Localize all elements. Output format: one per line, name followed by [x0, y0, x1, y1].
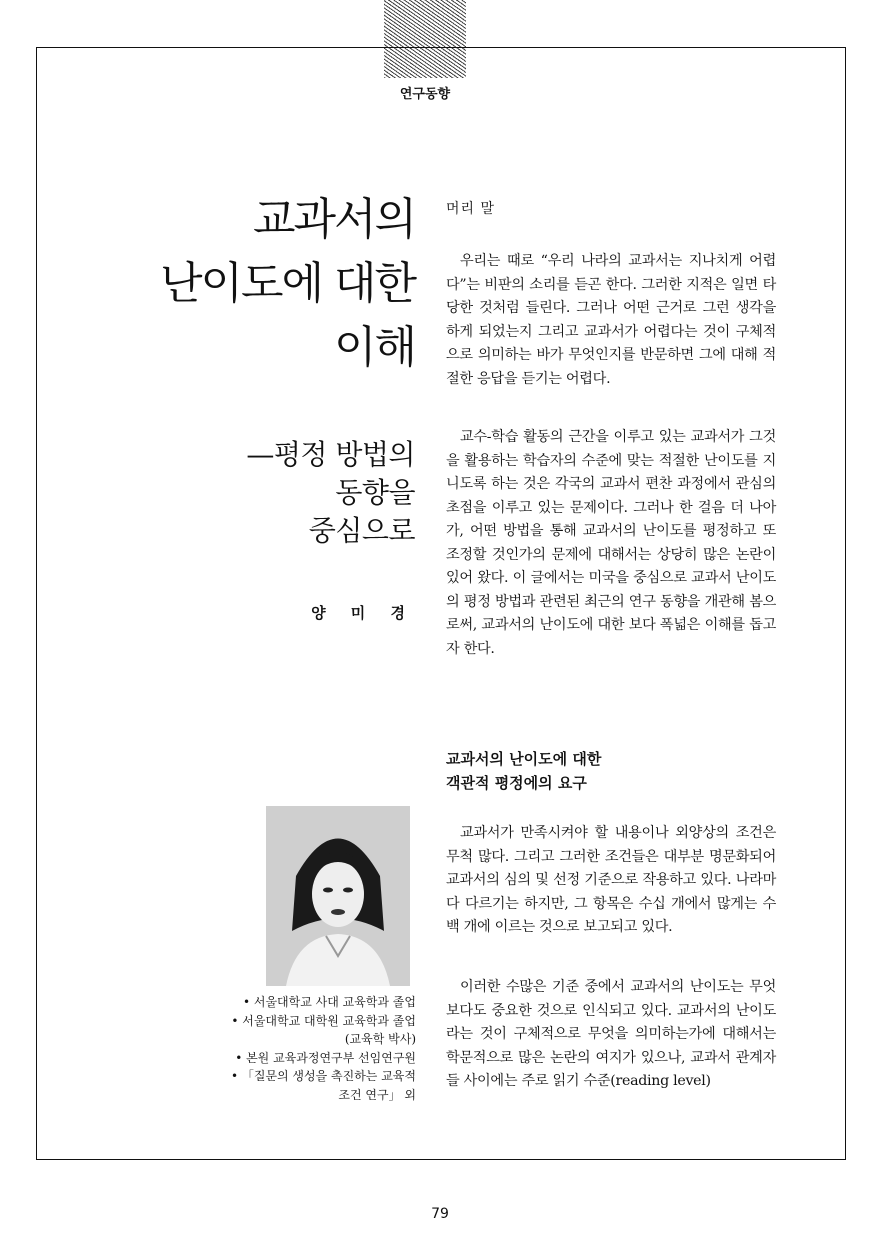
paragraph-text: 이러한 수많은 기준 중에서 교과서의 난이도는 무엇보다도 중요한 것으로 인식되고 있다. 교과서의 난이도라는 것이 구체적으로 무엇을 의미하는가에 대해서는 학문적으로 많은 논란의 여지가 있으나, 교과서 관계자들 사이에는 주로 읽기 수준(reading level): [446, 979, 776, 1089]
author-bio: [196, 993, 416, 1104]
title-line: 교과서의: [252, 194, 415, 245]
title-line: 난이도에 대한: [159, 258, 415, 309]
intro-heading: 머리 말: [446, 201, 496, 217]
body-paragraph: [446, 822, 776, 940]
paragraph-text: 교과서가 만족시켜야 할 내용이나 외양상의 조건은 무척 많다. 그리고 그러한 조건들은 대부분 명문화되어 교과서의 심의 및 선정 기준으로 작용하고 있다. 나라마다 다르기는 하지만, 그 항목은 수십 개에서 많게는 수백 개에 이르는 것으로 보고되고 있다.: [446, 825, 776, 935]
bio-line: • 서울대학교 사대 교육학과 졸업: [242, 995, 416, 1009]
subtitle-line: 동향을: [335, 476, 415, 509]
article-title: [110, 188, 415, 380]
author-photo: [266, 806, 410, 986]
subtitle-line: 중심으로: [308, 514, 415, 547]
bio-line: 조건 연구」 외: [338, 1087, 416, 1102]
page-number: 79: [431, 1206, 449, 1222]
section-heading-line: 객관적 평정에의 요구: [446, 774, 587, 792]
bio-line: • 본원 교육과정연구부 선임연구원: [235, 1050, 416, 1065]
article-subtitle: [200, 436, 415, 550]
paragraph-text: 교수-학습 활동의 근간을 이루고 있는 교과서가 그것을 활용하는 학습자의 수준에 맞는 적절한 난이도를 지니도록 하는 것은 각국의 교과서 편찬 과정에서 관심의 초점을 이루고 있는 문제이다. 그러나 한 걸음 더 나아가, 어떤 방법을 통해 교과서의 난이도를 평정하고 또 조정할 것인가의 문제에 대해서는 상당히 많은 논란이 있어 왔다. 이 글에서는 미국을 중심으로 교과서 난이도의 평정 방법과 관련된 최근의 연구 동향을 개관해 봄으로써, 교과서의 난이도에 대한 보다 폭넓은 이해를 돕고자 한다.: [446, 429, 776, 657]
bio-line: • 서울대학교 대학원 교육학과 졸업: [231, 1013, 416, 1028]
author-name: 양 미 경: [311, 604, 415, 622]
paragraph-text: 우리는 때로 “우리 나라의 교과서는 지나치게 어렵다”는 비판의 소리를 듣곤 한다. 그러한 지적은 일면 타당한 것처럼 들린다. 그러나 어떤 근거로 그런 생각을 하게 되었는지 그리고 교과서가 어렵다는 것이 구체적으로 의미하는 바가 무엇인지를 반문하면 그에 대해 적절한 응답을 듣기는 어렵다.: [446, 253, 776, 387]
title-line: 이해: [333, 322, 415, 373]
bio-line: • 「질문의 생성을 촉진하는 교육적: [230, 1069, 416, 1083]
section-heading: [446, 747, 776, 795]
section-label: 연구동향: [399, 87, 451, 102]
body-paragraph: [446, 426, 776, 661]
author-portrait-icon: [266, 806, 410, 986]
section-heading-line: 교과서의 난이도에 대한: [446, 750, 602, 768]
bio-line: (교육학 박사): [344, 1032, 416, 1046]
body-paragraph: [446, 250, 776, 391]
subtitle-line: —평정 방법의: [246, 438, 415, 471]
body-paragraph: [446, 976, 776, 1094]
